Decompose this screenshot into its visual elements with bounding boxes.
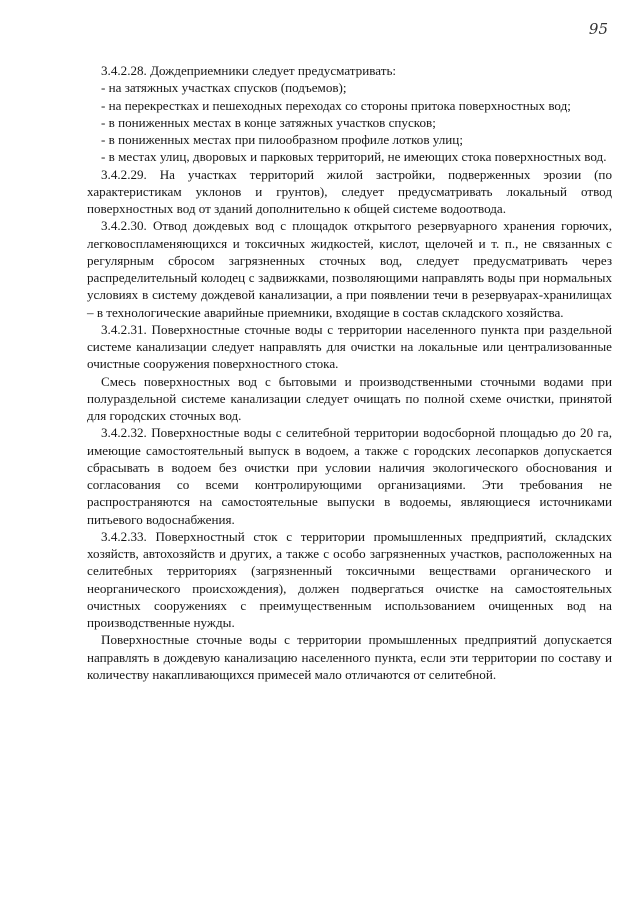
clause-3-4-2-31: 3.4.2.31. Поверхностные сточные воды с территории населенного пункта при раздельной системе канализации следует направлять для очистки на локальные или централизованные очистные сооружения поверхностного стока. xyxy=(87,321,612,372)
list-item: - в пониженных местах при пилообразном профиле лотков улиц; xyxy=(101,132,463,147)
clause-3-4-2-28: 3.4.2.28. Дождеприемники следует предусматривать: xyxy=(101,63,397,78)
page-number: 95 xyxy=(588,20,608,38)
paragraph: Поверхностные сточные воды с территории промышленных предприятий допускается направлять в дождевую канализацию населенного пункта, если эти территории по составу и количеству накапливающихся примесей мало отличаются от селитебной. xyxy=(87,632,612,682)
clause-3-4-2-33: 3.4.2.33. Поверхностный сток с территории промышленных предприятий, складских хозяйств, автохозяйств и других, а также с особо загрязненных участков, расположенных на селитебных территориях (загрязненный токсичными веществами органического и неорганического происхождения), должен подвергаться очистке на самостоятельных очистных сооружениях с преимущественным использованием очищенных вод на производственные нужды. xyxy=(87,528,612,630)
paragraph: Смесь поверхностных вод с бытовыми и производственными сточными водами при полураздельной системе канализации следует очищать по полной схеме очистки, принятой для городских сточных вод. xyxy=(87,373,612,423)
clause-3-4-2-29: 3.4.2.29. На участках территорий жилой застройки, подверженных эрозии (по характеристикам уклонов и грунтов), следует предусматривать локальный отвод поверхностных вод от зданий дополнительно к общей системе водоотвода. xyxy=(87,166,612,216)
document-body xyxy=(87,62,612,683)
list-item: - в пониженных местах в конце затяжных участков спусков; xyxy=(101,114,436,130)
clause-3-4-2-30: 3.4.2.30. Отвод дождевых вод с площадок открытого резервуарного хранения горючих, легковоспламеняющихся и токсичных жидкостей, кислот, щелочей и т. п., не связанных с регулярным сбросом загрязненных сточных вод, следует предусматривать через распределительный колодец с задвижками, позволяющими направлять воды при нормальных условиях в систему дождевой канализации, а при появлении течи в резервуарах-хранилищах – в технологические аварийные приемники, входящие в состав складского хозяйства. xyxy=(87,218,612,320)
list-item: - на затяжных участках спусков (подъемов); xyxy=(101,80,347,96)
list-item: - на перекрестках и пешеходных переходах со стороны притока поверхностных вод; xyxy=(101,97,571,113)
clause-3-4-2-32: 3.4.2.32. Поверхностные воды с селитебной территории водосборной площадью до 20 га, имеющие самостоятельный выпуск в водоем, а также с городских лесопарков допускается сбрасывать в водоем без очистки при условии наличия экологического обоснования и согласования со всеми контролирующими организациями. Эти требования не распространяются на самостоятельные выпуски в водоемы, являющиеся источниками питьевого водоснабжения. xyxy=(87,425,612,527)
list-item: - в местах улиц, дворовых и парковых территорий, не имеющих стока поверхностных вод. xyxy=(101,149,607,165)
